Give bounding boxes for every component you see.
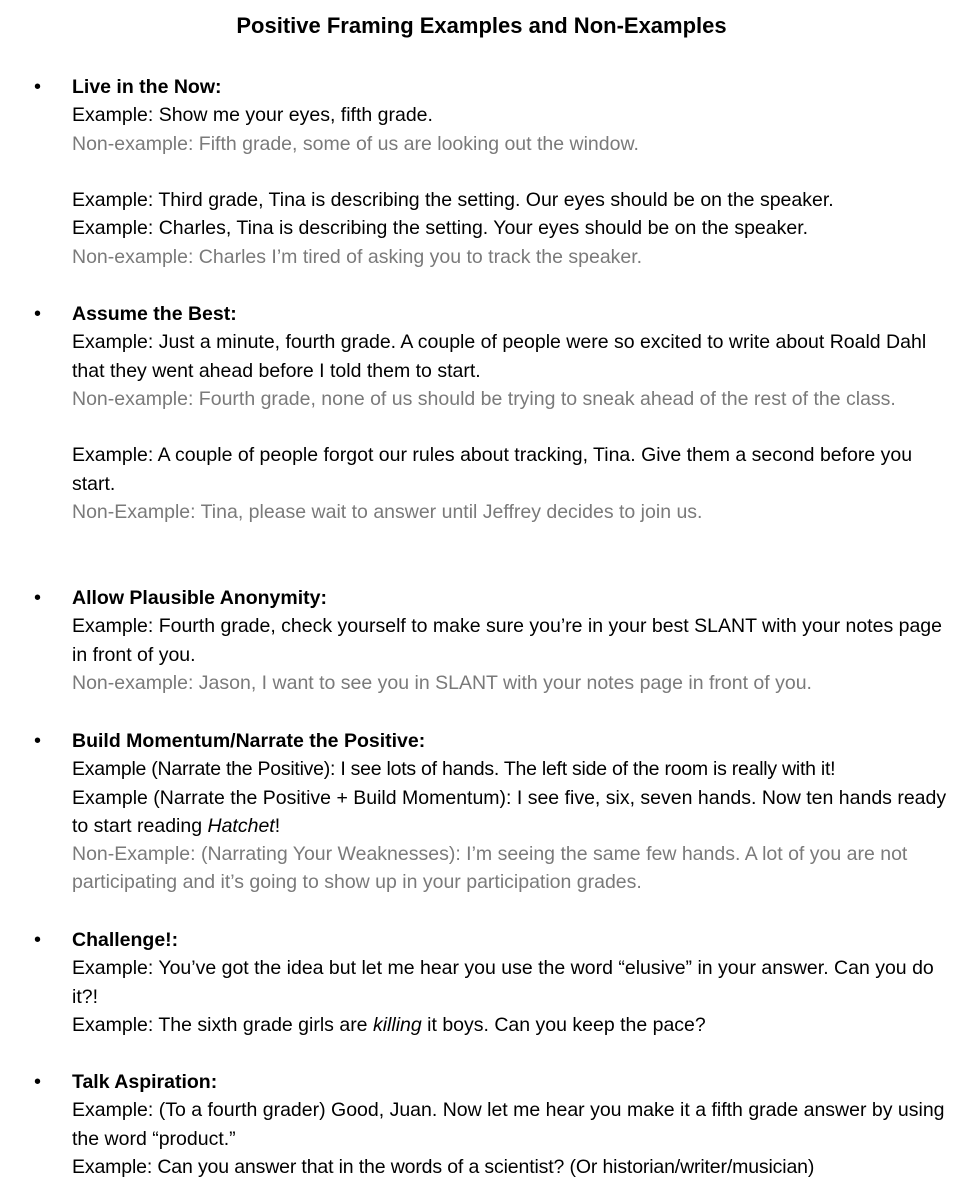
example-text: Example: The sixth grade girls are: [72, 1013, 373, 1036]
section-heading: Live in the Now:: [72, 76, 222, 98]
non-example-line: Non-example: Fourth grade, none of us should be trying to sneak ahead of the rest of the class.: [72, 387, 896, 410]
non-example-line: Non-example: Jason, I want to see you in SLANT with your notes page in front of you.: [72, 671, 812, 694]
non-example-line: Non-example: Charles I’m tired of asking you to track the speaker.: [72, 245, 643, 268]
example-line: Example: Can you answer that in the words of a scientist? (Or historian/writer/musician): [72, 1155, 815, 1178]
section-build-momentum: [34, 727, 952, 897]
book-title: Hatchet: [207, 814, 275, 837]
section-heading: Assume the Best:: [72, 303, 237, 325]
bullet-icon: •: [34, 1071, 42, 1093]
example-line: Example: Charles, Tina is describing the setting. Your eyes should be on the speaker.: [72, 217, 809, 240]
section-allow-plausible-anonymity: [34, 584, 952, 697]
non-example-line: Non-Example: (Narrating Your Weaknesses): I’m seeing the same few hands. A lot of you are not participating and it’s going to show up in your participation grades.: [72, 843, 908, 894]
example-line: Example: You’ve got the idea but let me hear you use the word “elusive” in your answer. Can you do it?!: [72, 957, 934, 1008]
bullet-icon: •: [34, 730, 42, 752]
example-text: it boys. Can you keep the pace?: [421, 1013, 706, 1036]
example-line: Example (Narrate the Positive): I see lots of hands. The left side of the room is really with it!: [72, 758, 836, 781]
example-line: Example: A couple of people forgot our rules about tracking, Tina. Give them a second before you start.: [72, 444, 913, 495]
section-heading: Allow Plausible Anonymity:: [72, 587, 327, 609]
section-heading: Talk Aspiration:: [72, 1071, 218, 1093]
example-text: !: [274, 814, 281, 837]
section-challenge: [34, 926, 952, 1039]
bullet-icon: •: [34, 76, 42, 98]
example-line: Example: Fourth grade, check yourself to make sure you’re in your best SLANT with your notes page in front of you.: [72, 615, 942, 666]
example-text: Example (Narrate the Positive + Build Momentum): I see five, six, seven hands. Now ten hands ready to start reading: [72, 786, 947, 837]
bullet-icon: •: [34, 587, 42, 609]
emphasis-text: killing: [372, 1013, 422, 1036]
non-example-line: Non-example: Fifth grade, some of us are looking out the window.: [72, 132, 639, 155]
page-title: Positive Framing Examples and Non-Examples: [236, 13, 727, 38]
section-live-in-the-now: [34, 73, 952, 271]
example-line: [72, 1011, 952, 1039]
bullet-icon: •: [34, 929, 42, 951]
non-example-line: Non-Example: Tina, please wait to answer until Jeffrey decides to join us.: [72, 501, 703, 524]
example-line: Example: Show me your eyes, fifth grade.: [72, 104, 433, 127]
bullet-icon: •: [34, 303, 42, 325]
example-line: Example: Just a minute, fourth grade. A couple of people were so excited to write about Roald Dahl that they went ahead before I told them to start.: [72, 331, 927, 382]
section-talk-aspiration: [34, 1068, 952, 1181]
section-heading: Challenge!:: [72, 929, 179, 951]
example-line: Example: (To a fourth grader) Good, Juan. Now let me hear you make it a fifth grade answer by using the word “product.”: [72, 1099, 945, 1150]
section-heading: Build Momentum/Narrate the Positive:: [72, 730, 426, 752]
example-line: [72, 784, 952, 841]
example-line: Example: Third grade, Tina is describing the setting. Our eyes should be on the speaker.: [72, 189, 834, 212]
section-assume-the-best: [34, 300, 952, 526]
